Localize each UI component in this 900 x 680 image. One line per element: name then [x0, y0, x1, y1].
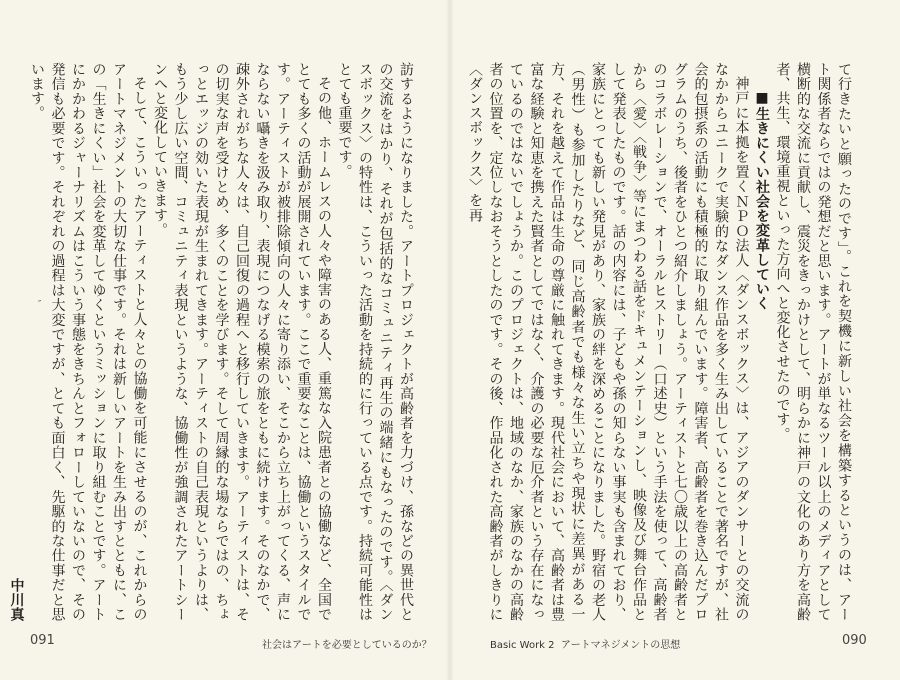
heading-square-icon: ■ — [754, 90, 770, 107]
folio-left: 091 — [30, 633, 55, 648]
folio-right: 090 — [842, 633, 867, 648]
left-text-column — [8, 62, 416, 622]
stray-mark: ″ — [38, 300, 42, 310]
section-heading — [752, 62, 773, 622]
left-paragraph-2: その他、ホームレスの人々や障害のある人、重篤な入院患者との協働など、全国でとても多くの活動が展開されています。ここで重要なことは、協働というスタイルです。アーティストが被排除傾向の人々に寄り添い、そこから立ち上がってくる、声にならない囁きを汲み取り、表現につなげる模索の旅をともに続けます。そのなかで、疎外されがちな人々は、自己回復の過程へと移行していきます。アーティストは、その切実な声を受けとめ、多くのことを学びます。そして周縁的な場ならではの、ちょっとエッジの効いた表現が生まれてきます。アーティストの自己表現というよりは、もう少し広い空間、コミュニティ表現というような、協働性が強調されたアートシーンへと変化していきます。 — [152, 62, 332, 622]
right-paragraph-1: 神戸に本拠を置くＮＰＯ法人〈ダンスボックス〉は、アジアのダンサーとの交流のなかからユニークで実験的なダンス作品を多く生み出していることで著名ですが、社会的包摂系の活動にも積極的に取り組んでいます。障害者、高齢者を巻き込んだプログラムのうち、後者をひとつ紹介しましょう。アーティストと七〇歳以上の高齢者とのコラボレーションで、オーラルヒストリー（口述史）という手法を使って、高齢者から〈愛〉〈戦争〉等にまつわる話をドキュメンテーションし、映像及び舞台作品として発表したものです。話の内容には、子どもや孫の知らない事実も含まれており、家族にとっても新しい発見があり、家族の絆を深めることになりました。野宿の老人（男性）も参加したりなど、同じ高齢者でも様々な生い立ちや現状に差異がある一方、それを越えて作品は生命の尊厳に触れてきます。現代社会において、高齢者は豊富な経験と知恵を携えた賢者としてではなく、介護の必要な厄介者という存在になっているのではないでしょうか。このプロジェクトは、地域のなか、家族のなかの高齢者の位置を、定位しなおそうとしたのです。その後、作品化された高齢者がしきりに〈ダンスボックス〉を再 — [467, 62, 750, 622]
running-head-series: Basic Work 2 — [490, 640, 555, 651]
author-name: 中川真 — [8, 578, 25, 622]
right-text-column — [467, 62, 854, 622]
running-head-title: アートマネジメントの思想 — [560, 640, 681, 651]
right-page — [450, 0, 900, 680]
section-heading-text: 生きにくい社会を変革していく — [754, 106, 770, 312]
left-paragraph-3: そして、こういったアーティストと人々との協働を可能にさせるのが、これからのアートマネジメントの大切な仕事です。それは新しいアートを生み出すとともに、この「生きにくい」社会を変革してゆくというミッションに取り組むことです。アートにかかわるジャーナリズムはこういう事態をきちんとフォローしていないので、その発信も必要です。それぞれの過程は大変ですが、とても面白く、先駆的な仕事だと思います。 — [29, 62, 148, 622]
right-intro-paragraph: て行きたいと願ったのです」。これを契機に新しい社会を構築するというのは、アート関係者ならではの発想だと思います。アートが単なるツール以上のメディアとして横断的な交流に貢献し、震災をきっかけとして、明らかに神戸の文化のあり方を高齢者、共生、環境重視といった方向へと変化させたのです。 — [774, 62, 852, 622]
running-head-right — [490, 636, 680, 651]
book-gutter — [446, 0, 454, 680]
left-paragraph-1: 訪するようになりました。アートプロジェクトが高齢者を力づけ、孫などの異世代との交流をはかり、それが包括的なコミュニティ再生の端緒にもなったのです。〈ダンスボックス〉の特性は、こういった活動を持続的に行っている点です。持続可能性はとても重要です。 — [336, 62, 414, 622]
running-head-left: 社会はアートを必要としているのか？ — [262, 640, 432, 651]
